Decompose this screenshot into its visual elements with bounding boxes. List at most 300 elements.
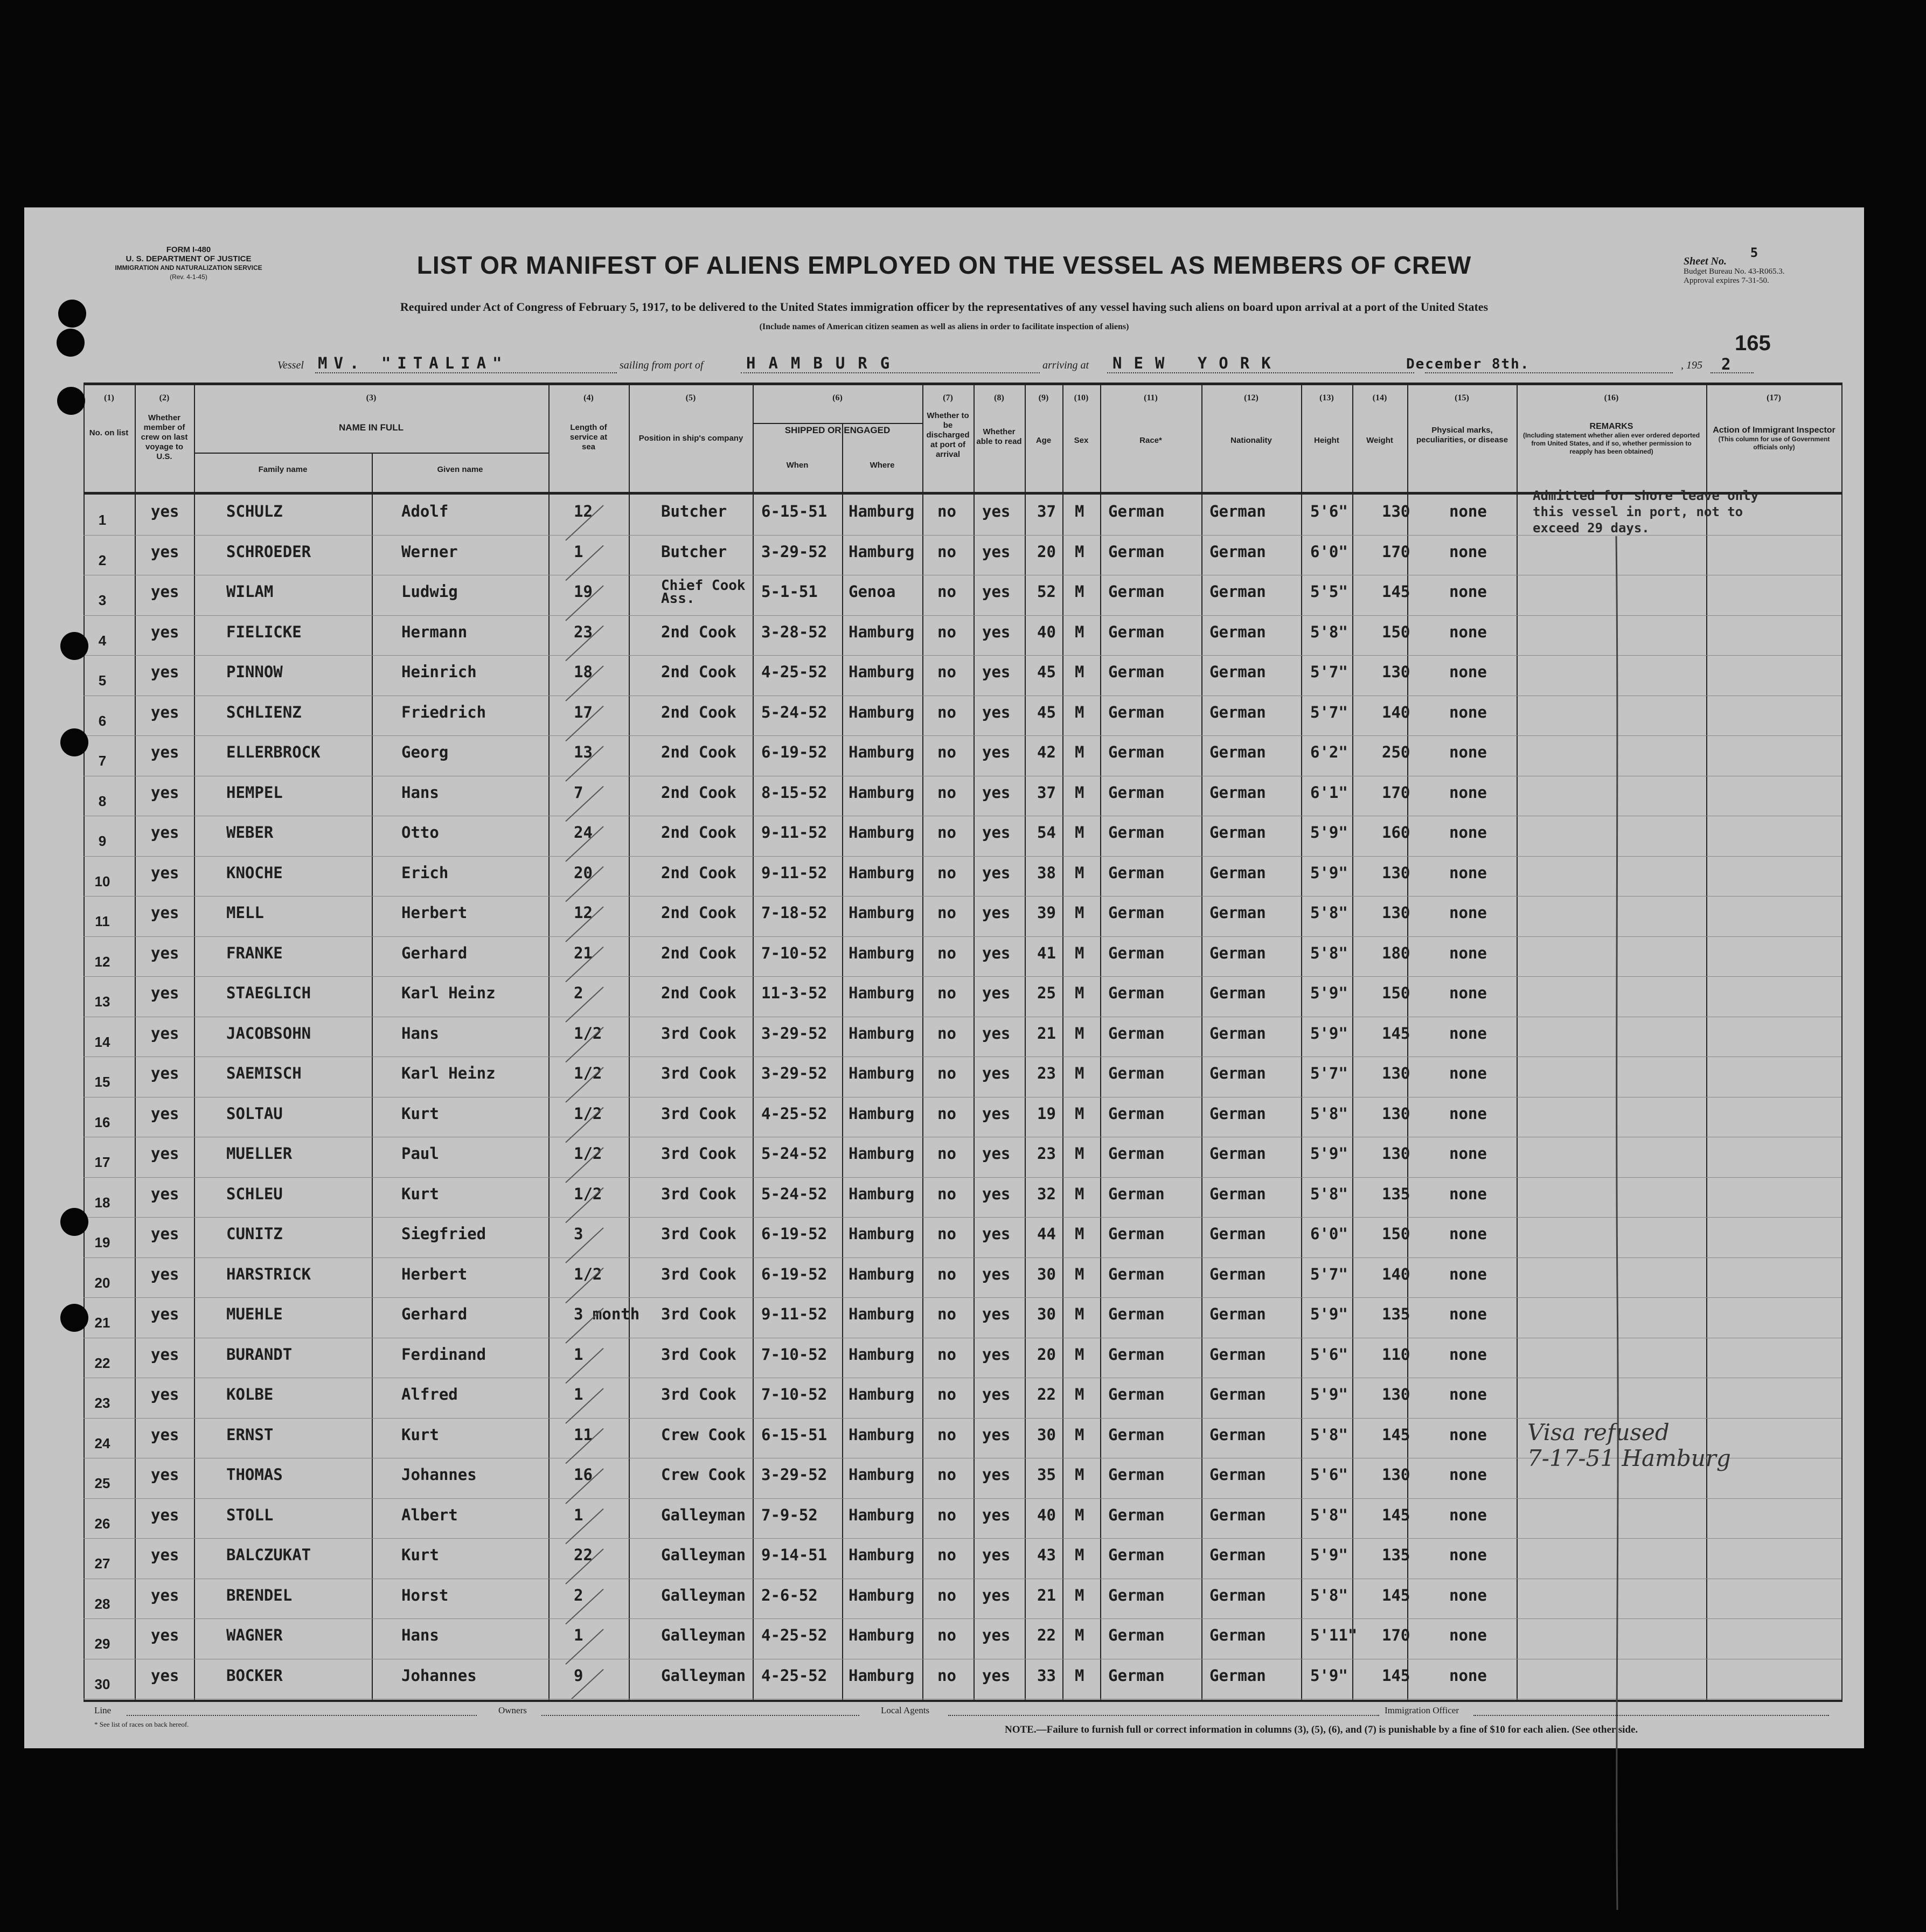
cell-where: Hamburg <box>849 1345 915 1364</box>
cell-marks: none <box>1449 1385 1487 1403</box>
cell-given: Werner <box>401 542 458 561</box>
sheet-number-block: Sheet No. 5 Budget Bureau No. 43-R065.3. Approval expires 7-31-50. <box>1684 245 1785 285</box>
cell-read: yes <box>982 663 1011 681</box>
cell-where: Genoa <box>849 582 896 601</box>
row-number: 9 <box>98 833 107 849</box>
row-number: 7 <box>98 753 107 769</box>
table-row <box>84 1579 1841 1620</box>
cell-given: Johannes <box>401 1666 477 1685</box>
cell-sex: M <box>1075 783 1084 802</box>
cell-disch: no <box>937 1225 956 1243</box>
header-sex: Sex <box>1074 436 1089 445</box>
table-row <box>84 696 1841 736</box>
cell-family: KOLBE <box>226 1385 274 1403</box>
cell-marks: none <box>1449 1064 1487 1082</box>
cell-weight: 130 <box>1382 663 1410 681</box>
cell-where: Hamburg <box>849 1064 915 1082</box>
cell-where: Hamburg <box>849 1305 915 1323</box>
cell-disch: no <box>937 1064 956 1082</box>
cell-weight: 130 <box>1382 863 1410 882</box>
cell-crew: yes <box>151 703 179 721</box>
cell-marks: none <box>1449 1144 1487 1163</box>
cell-crew: yes <box>151 743 179 761</box>
cell-position: 2nd Cook <box>661 622 736 641</box>
cell-weight: 170 <box>1382 1626 1410 1644</box>
row-number: 24 <box>94 1435 110 1451</box>
row-number: 26 <box>94 1515 110 1532</box>
row-number: 3 <box>98 592 107 608</box>
cell-disch: no <box>937 1345 956 1364</box>
manifest-subtitle-note: (Include names of American citizen seamen as well as aliens in order to facilitate inspection of aliens) <box>759 322 1129 331</box>
cell-height: 5'9" <box>1310 1546 1348 1564</box>
cell-race: German <box>1108 1264 1165 1283</box>
form-identifier: FORM I-480 U. S. DEPARTMENT OF JUSTICE IMMIGRATION AND NATURALIZATION SERVICE (Rev. 4-1-45) <box>115 245 262 281</box>
table-row <box>84 1137 1841 1178</box>
cell-disch: no <box>937 1546 956 1564</box>
row-number: 6 <box>98 712 107 729</box>
cell-service: 2 <box>574 1586 583 1604</box>
row-number: 20 <box>94 1274 110 1291</box>
cell-family: SOLTAU <box>226 1104 283 1123</box>
cell-read: yes <box>982 1225 1011 1243</box>
cell-service: 1 <box>574 542 583 561</box>
cell-position: Crew Cook <box>661 1425 746 1444</box>
cell-where: Hamburg <box>849 943 915 962</box>
cell-disch: no <box>937 703 956 721</box>
cell-where: Hamburg <box>849 1184 915 1203</box>
cell-family: FIELICKE <box>226 622 302 641</box>
cell-age: 52 <box>1037 582 1056 601</box>
cell-where: Hamburg <box>849 1104 915 1123</box>
cell-when: 7-10-52 <box>761 1345 828 1364</box>
cell-crew: yes <box>151 1465 179 1484</box>
cell-family: ERNST <box>226 1425 274 1444</box>
cell-when: 5-1-51 <box>761 582 818 601</box>
cell-position: 2nd Cook <box>661 943 736 962</box>
row-number: 25 <box>94 1475 110 1491</box>
crew-rows <box>84 495 1841 1700</box>
cell-service: 23 <box>574 622 593 641</box>
cell-when: 11-3-52 <box>761 984 828 1002</box>
cell-nat: German <box>1209 743 1266 761</box>
cell-disch: no <box>937 1465 956 1484</box>
cell-position: Butcher <box>661 542 727 561</box>
table-row <box>84 615 1841 656</box>
row-number: 11 <box>95 913 110 929</box>
cell-crew: yes <box>151 663 179 681</box>
cell-crew: yes <box>151 1425 179 1444</box>
cell-when: 7-10-52 <box>761 1385 828 1403</box>
cell-race: German <box>1108 1345 1165 1364</box>
cell-race: German <box>1108 1024 1165 1043</box>
cell-weight: 145 <box>1382 1586 1410 1604</box>
footer-line-label: Line <box>94 1705 112 1715</box>
cell-service: 12 <box>574 904 593 922</box>
row-number: 10 <box>94 873 110 889</box>
header-position: Position in ship's company <box>638 434 743 443</box>
cell-weight: 150 <box>1382 984 1410 1002</box>
cell-when: 7-10-52 <box>761 943 828 962</box>
cell-when: 9-11-52 <box>761 1305 828 1323</box>
cell-height: 5'8" <box>1310 1505 1348 1524</box>
cell-disch: no <box>937 663 956 681</box>
cell-race: German <box>1108 582 1165 601</box>
cell-crew: yes <box>151 1264 179 1283</box>
vessel-name: MV. "ITALIA" <box>318 354 509 372</box>
cell-nat: German <box>1209 1024 1266 1043</box>
cell-race: German <box>1108 1586 1165 1604</box>
header-weight: Weight <box>1366 436 1393 445</box>
header-action-inspector: Action of Immigrant Inspector (This column for use of Government officials only) <box>1713 426 1835 451</box>
cell-service: 11 <box>574 1425 593 1444</box>
cell-age: 45 <box>1037 663 1056 681</box>
cell-marks: none <box>1449 904 1487 922</box>
cell-crew: yes <box>151 1104 179 1123</box>
cell-family: SAEMISCH <box>226 1064 302 1082</box>
cell-sex: M <box>1075 582 1084 601</box>
cell-marks: none <box>1449 1626 1487 1644</box>
row-number: 8 <box>98 793 107 809</box>
cell-age: 23 <box>1037 1064 1056 1082</box>
cell-crew: yes <box>151 1184 179 1203</box>
cell-position: 2nd Cook <box>661 863 736 882</box>
cell-service: 1 <box>574 1345 583 1364</box>
cell-sex: M <box>1075 1184 1084 1203</box>
cell-read: yes <box>982 622 1011 641</box>
cell-family: STAEGLICH <box>226 984 311 1002</box>
cell-height: 6'0" <box>1310 1225 1348 1243</box>
cell-age: 19 <box>1037 1104 1056 1123</box>
cell-height: 6'1" <box>1310 783 1348 802</box>
cell-service: 20 <box>574 863 593 882</box>
table-row <box>84 1498 1841 1539</box>
cell-family: BOCKER <box>226 1666 283 1685</box>
cell-sex: M <box>1075 1144 1084 1163</box>
cell-disch: no <box>937 823 956 842</box>
cell-age: 30 <box>1037 1425 1056 1444</box>
cell-sex: M <box>1075 1024 1084 1043</box>
cell-where: Hamburg <box>849 1666 915 1685</box>
cell-marks: none <box>1449 582 1487 601</box>
cell-sex: M <box>1075 1626 1084 1644</box>
cell-sex: M <box>1075 943 1084 962</box>
cell-read: yes <box>982 1305 1011 1323</box>
table-row <box>84 1297 1841 1338</box>
cell-service: 19 <box>574 582 593 601</box>
cell-age: 35 <box>1037 1465 1056 1484</box>
cell-position: 2nd Cook <box>661 743 736 761</box>
cell-disch: no <box>937 1144 956 1163</box>
cell-given: Adolf <box>401 502 449 520</box>
cell-sex: M <box>1075 904 1084 922</box>
cell-family: THOMAS <box>226 1465 283 1484</box>
cell-nat: German <box>1209 622 1266 641</box>
cell-sex: M <box>1075 1064 1084 1082</box>
cell-age: 38 <box>1037 863 1056 882</box>
cell-race: German <box>1108 1104 1165 1123</box>
cell-nat: German <box>1209 1666 1266 1685</box>
cell-read: yes <box>982 1465 1011 1484</box>
sheet-number: 5 <box>1750 245 1758 260</box>
cell-read: yes <box>982 502 1011 520</box>
cell-family: HARSTRICK <box>226 1264 311 1283</box>
cell-height: 5'6" <box>1310 1345 1348 1364</box>
cell-where: Hamburg <box>849 743 915 761</box>
cell-family: ELLERBROCK <box>226 743 321 761</box>
header-where: Where <box>870 461 895 470</box>
table-row <box>84 575 1841 616</box>
punch-hole <box>60 632 88 660</box>
row-number: 13 <box>94 993 110 1010</box>
cell-position: 3rd Cook <box>661 1345 736 1364</box>
cell-nat: German <box>1209 502 1266 520</box>
cell-age: 21 <box>1037 1024 1056 1043</box>
cell-age: 32 <box>1037 1184 1056 1203</box>
cell-weight: 135 <box>1382 1546 1410 1564</box>
cell-read: yes <box>982 1184 1011 1203</box>
cell-where: Hamburg <box>849 904 915 922</box>
cell-crew: yes <box>151 1586 179 1604</box>
cell-sex: M <box>1075 1425 1084 1444</box>
cell-when: 8-15-52 <box>761 783 828 802</box>
header-crew-last-voyage: Whether member of crew on last voyage to U.S. <box>141 413 188 461</box>
table-row <box>84 1378 1841 1419</box>
cell-read: yes <box>982 1505 1011 1524</box>
cell-nat: German <box>1209 1345 1266 1364</box>
cell-nat: German <box>1209 542 1266 561</box>
cell-weight: 150 <box>1382 622 1410 641</box>
punch-hole <box>60 728 88 756</box>
cell-given: Johannes <box>401 1465 477 1484</box>
cell-height: 5'7" <box>1310 1264 1348 1283</box>
cell-given: Alfred <box>401 1385 458 1403</box>
cell-given: Hermann <box>401 622 468 641</box>
year-suffix: 2 <box>1721 355 1731 373</box>
cell-read: yes <box>982 582 1011 601</box>
cell-crew: yes <box>151 984 179 1002</box>
cell-service: 22 <box>574 1546 593 1564</box>
cell-marks: none <box>1449 1184 1487 1203</box>
cell-given: Hans <box>401 1626 439 1644</box>
footer-officer-label: Immigration Officer <box>1385 1705 1459 1715</box>
cell-weight: 145 <box>1382 1666 1410 1685</box>
table-row <box>84 816 1841 857</box>
cell-where: Hamburg <box>849 542 915 561</box>
cell-weight: 150 <box>1382 1225 1410 1243</box>
cell-position: 3rd Cook <box>661 1385 736 1403</box>
punch-hole <box>57 387 85 415</box>
cell-marks: none <box>1449 663 1487 681</box>
cell-where: Hamburg <box>849 622 915 641</box>
cell-read: yes <box>982 542 1011 561</box>
cell-height: 5'7" <box>1310 1064 1348 1082</box>
cell-crew: yes <box>151 943 179 962</box>
cell-nat: German <box>1209 904 1266 922</box>
cell-height: 5'9" <box>1310 1385 1348 1403</box>
cell-position: 3rd Cook <box>661 1225 736 1243</box>
cell-weight: 110 <box>1382 1345 1410 1364</box>
cell-marks: none <box>1449 502 1487 520</box>
cell-weight: 130 <box>1382 904 1410 922</box>
cell-where: Hamburg <box>849 703 915 721</box>
cell-where: Hamburg <box>849 1626 915 1644</box>
cell-nat: German <box>1209 1425 1266 1444</box>
cell-nat: German <box>1209 1546 1266 1564</box>
cell-read: yes <box>982 1666 1011 1685</box>
row-number: 14 <box>94 1033 110 1050</box>
cell-crew: yes <box>151 1345 179 1364</box>
cell-where: Hamburg <box>849 1144 915 1163</box>
cell-when: 6-15-51 <box>761 502 828 520</box>
cell-nat: German <box>1209 783 1266 802</box>
cell-when: 3-29-52 <box>761 542 828 561</box>
header-height: Height <box>1314 436 1339 445</box>
cell-disch: no <box>937 1385 956 1403</box>
cell-nat: German <box>1209 943 1266 962</box>
cell-where: Hamburg <box>849 1465 915 1484</box>
cell-where: Hamburg <box>849 783 915 802</box>
cell-sex: M <box>1075 743 1084 761</box>
cell-given: Heinrich <box>401 663 477 681</box>
cell-position: Crew Cook <box>661 1465 746 1484</box>
cell-age: 40 <box>1037 622 1056 641</box>
cell-height: 5'8" <box>1310 1184 1348 1203</box>
cell-sex: M <box>1075 1345 1084 1364</box>
cell-nat: German <box>1209 1626 1266 1644</box>
cell-age: 54 <box>1037 823 1056 842</box>
cell-age: 30 <box>1037 1264 1056 1283</box>
header-able-read: Whether able to read <box>976 427 1022 446</box>
cell-when: 4-25-52 <box>761 1104 828 1123</box>
vessel-label: Vessel <box>277 359 304 371</box>
cell-given: Siegfried <box>401 1225 486 1243</box>
cell-sex: M <box>1075 823 1084 842</box>
cell-read: yes <box>982 1024 1011 1043</box>
cell-age: 22 <box>1037 1385 1056 1403</box>
header-length-service: Length of service at sea <box>569 423 608 451</box>
cell-marks: none <box>1449 984 1487 1002</box>
cell-when: 9-14-51 <box>761 1546 828 1564</box>
cell-family: JACOBSOHN <box>226 1024 311 1043</box>
row-number: 5 <box>98 672 107 689</box>
cell-read: yes <box>982 1546 1011 1564</box>
cell-nat: German <box>1209 1385 1266 1403</box>
cell-family: WEBER <box>226 823 274 842</box>
cell-service: 16 <box>574 1465 593 1484</box>
cell-when: 4-25-52 <box>761 663 828 681</box>
cell-height: 5'9" <box>1310 1144 1348 1163</box>
cell-age: 30 <box>1037 1305 1056 1323</box>
cell-where: Hamburg <box>849 1024 915 1043</box>
cell-family: HEMPEL <box>226 783 283 802</box>
cell-height: 5'8" <box>1310 1104 1348 1123</box>
cell-given: Friedrich <box>401 703 486 721</box>
remarks-pencil-stroke <box>1605 536 1627 1915</box>
cell-marks: none <box>1449 1425 1487 1444</box>
cell-when: 6-19-52 <box>761 1264 828 1283</box>
table-row <box>84 655 1841 696</box>
cell-given: Kurt <box>401 1425 439 1444</box>
cell-sex: M <box>1075 502 1084 520</box>
cell-where: Hamburg <box>849 1546 915 1564</box>
cell-crew: yes <box>151 542 179 561</box>
cell-weight: 145 <box>1382 1505 1410 1524</box>
table-row <box>84 1097 1841 1138</box>
cell-race: German <box>1108 1505 1165 1524</box>
cell-weight: 130 <box>1382 1144 1410 1163</box>
cell-position: Galleyman <box>661 1666 746 1685</box>
arrival-date: December 8th. <box>1406 356 1530 372</box>
cell-service: 7 <box>574 783 583 802</box>
cell-read: yes <box>982 1144 1011 1163</box>
row-number: 19 <box>94 1234 110 1250</box>
cell-service: 1/2 <box>574 1064 602 1082</box>
header-race: Race* <box>1139 436 1162 445</box>
cell-disch: no <box>937 904 956 922</box>
remarks-typed: Admitted for shore leave only this vessel in port, not to exceed 29 days. <box>1533 488 1759 536</box>
cell-position: Butcher <box>661 502 727 520</box>
cell-given: Ludwig <box>401 582 458 601</box>
cell-disch: no <box>937 622 956 641</box>
cell-family: BRENDEL <box>226 1586 293 1604</box>
cell-family: SCHLEU <box>226 1184 283 1203</box>
punch-hole <box>57 329 85 357</box>
cell-given: Georg <box>401 743 449 761</box>
cell-disch: no <box>937 1264 956 1283</box>
table-row <box>84 1017 1841 1058</box>
cell-race: German <box>1108 502 1165 520</box>
cell-position: 3rd Cook <box>661 1305 736 1323</box>
cell-family: SCHROEDER <box>226 542 311 561</box>
table-row <box>84 1217 1841 1258</box>
cell-nat: German <box>1209 1586 1266 1604</box>
cell-service: 13 <box>574 743 593 761</box>
header-given-name: Given name <box>437 465 483 474</box>
cell-disch: no <box>937 1104 956 1123</box>
table-row <box>84 1057 1841 1097</box>
cell-age: 41 <box>1037 943 1056 962</box>
cell-nat: German <box>1209 1264 1266 1283</box>
cell-disch: no <box>937 1305 956 1323</box>
cell-height: 5'6" <box>1310 1465 1348 1484</box>
cell-marks: none <box>1449 1505 1487 1524</box>
footer-owners-label: Owners <box>498 1705 527 1715</box>
cell-weight: 250 <box>1382 743 1410 761</box>
table-row <box>84 776 1841 817</box>
cell-disch: no <box>937 502 956 520</box>
row-number: 1 <box>98 512 107 528</box>
cell-family: SCHULZ <box>226 502 283 520</box>
header-shipped: SHIPPED OR ENGAGED <box>784 425 891 435</box>
cell-given: Kurt <box>401 1546 439 1564</box>
cell-age: 20 <box>1037 1345 1056 1364</box>
cell-when: 4-25-52 <box>761 1666 828 1685</box>
cell-given: Herbert <box>401 1264 468 1283</box>
cell-marks: none <box>1449 863 1487 882</box>
cell-nat: German <box>1209 984 1266 1002</box>
cell-service: 24 <box>574 823 593 842</box>
row-number: 4 <box>98 632 107 649</box>
cell-given: Karl Heinz <box>401 1064 496 1082</box>
cell-race: German <box>1108 1064 1165 1082</box>
cell-read: yes <box>982 1064 1011 1082</box>
cell-service: 1/2 <box>574 1024 602 1043</box>
cell-when: 4-25-52 <box>761 1626 828 1644</box>
cell-race: German <box>1108 663 1165 681</box>
row-number: 12 <box>94 953 110 970</box>
remarks-handwritten: Visa refused 7-17-51 Hamburg <box>1527 1419 1731 1471</box>
cell-when: 7-18-52 <box>761 904 828 922</box>
